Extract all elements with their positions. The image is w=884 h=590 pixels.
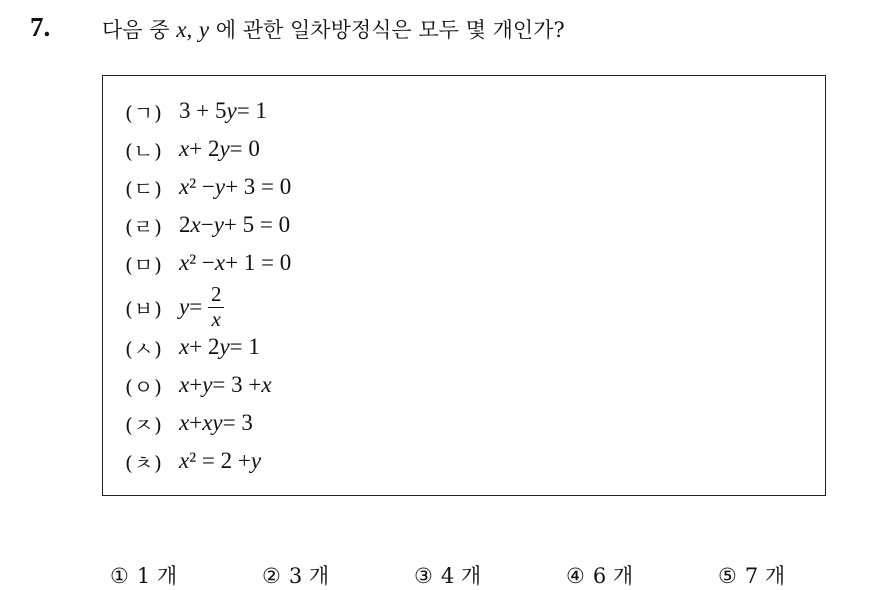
choice-marker: ① [110, 564, 129, 588]
item-label: (ㅁ) [125, 252, 163, 277]
item-equation: x ² − y + 3 = 0 [179, 174, 292, 199]
choice-5[interactable] [718, 560, 785, 590]
item-label: (ㅇ) [125, 374, 163, 399]
choice-3[interactable] [414, 560, 481, 590]
equation-item [125, 408, 253, 438]
item-equation: y = [179, 294, 203, 319]
choice-text: 7 개 [744, 564, 786, 588]
item-equation: x + 2 y = 1 [179, 334, 260, 359]
item-label: (ㄷ) [125, 176, 163, 201]
item-label: (ㅊ) [125, 450, 163, 475]
equation-item [125, 172, 291, 202]
choice-marker: ② [262, 564, 281, 588]
fraction [208, 284, 224, 330]
choice-marker: ③ [414, 564, 433, 588]
equation-item [125, 134, 260, 164]
fraction-numerator: 2 [210, 282, 222, 306]
question-var-y: y [198, 17, 210, 42]
equation-item [125, 446, 261, 476]
fraction-denominator: x [211, 307, 221, 331]
equation-box [102, 75, 826, 496]
equation-item [125, 332, 260, 362]
question-suffix: 에 관한 일차방정식은 모두 몇 개인가? [215, 18, 565, 42]
item-equation: x + x y = 3 [179, 410, 253, 435]
choice-marker: ⑤ [718, 564, 737, 588]
question-text [102, 14, 565, 44]
item-label: (ㄴ) [125, 138, 163, 163]
question-var-x: x, [176, 17, 193, 42]
choice-2[interactable] [262, 560, 329, 590]
item-equation: x ² = 2 + y [179, 448, 262, 473]
item-label: (ㄱ) [125, 100, 163, 125]
choice-text: 4 개 [440, 564, 482, 588]
item-equation: 2 x − y + 5 = 0 [179, 212, 291, 237]
item-label: (ㅈ) [125, 412, 163, 437]
choice-4[interactable] [566, 560, 633, 590]
equation-item [125, 281, 224, 333]
equation-item [125, 248, 291, 278]
item-label: (ㅂ) [125, 296, 163, 321]
choice-marker: ④ [566, 564, 585, 588]
choice-text: 6 개 [592, 564, 634, 588]
equation-item [125, 210, 290, 240]
item-equation: x + 2 y = 0 [179, 136, 260, 161]
item-equation: x + y = 3 + x [179, 372, 272, 397]
question-prefix: 다음 중 [102, 18, 170, 42]
choice-text: 1 개 [136, 564, 178, 588]
item-label: (ㅅ) [125, 336, 163, 361]
answer-choices [0, 560, 884, 590]
item-label: (ㄹ) [125, 214, 163, 239]
equation-item [125, 96, 267, 126]
equation-item [125, 370, 272, 400]
choice-1[interactable] [110, 560, 177, 590]
choice-text: 3 개 [288, 564, 330, 588]
question-number: 7. [30, 12, 51, 42]
item-equation: x ² − x + 1 = 0 [179, 250, 292, 275]
item-equation: 3 + 5 y = 1 [179, 98, 267, 123]
